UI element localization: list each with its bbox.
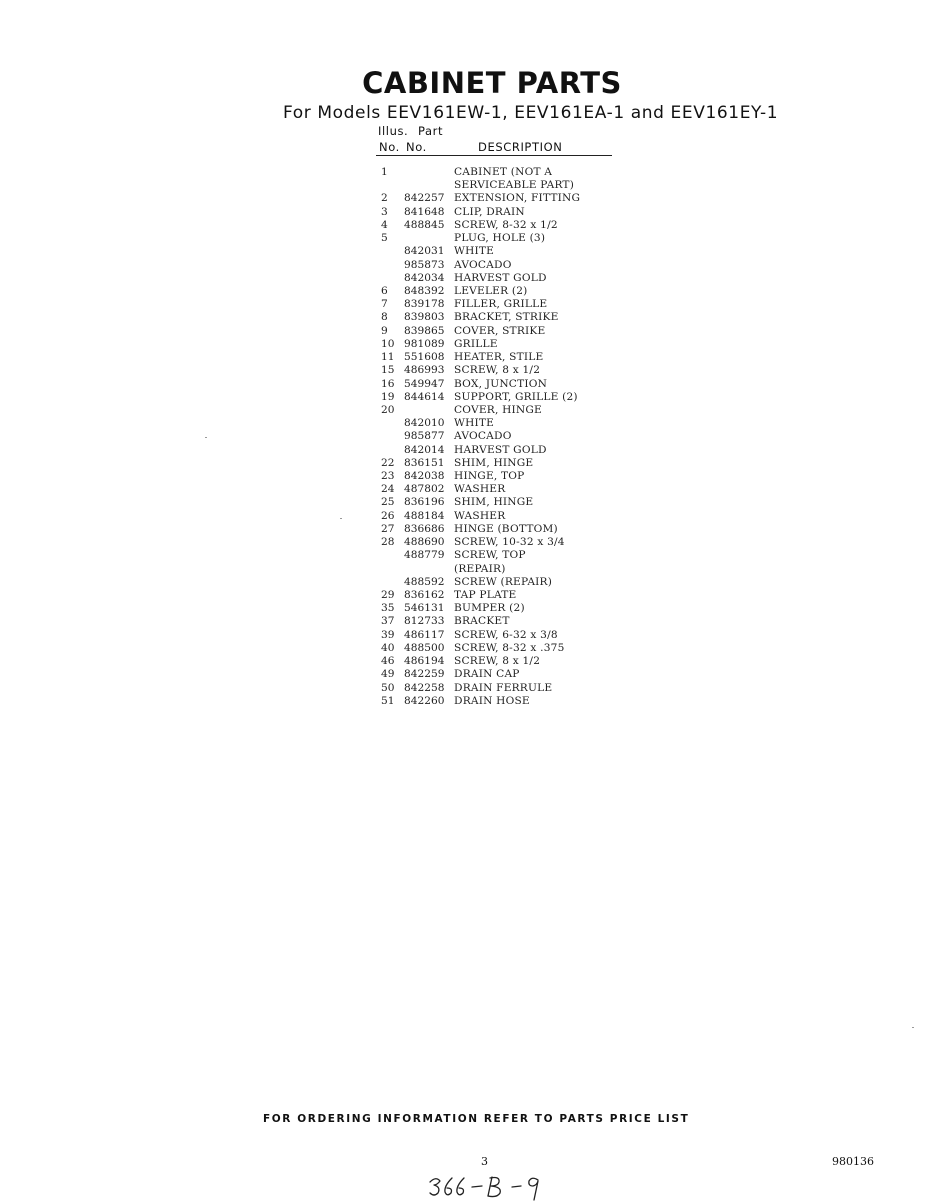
part-description: BOX, JUNCTION (454, 377, 548, 390)
part-description: GRILLE (454, 337, 498, 350)
part-no: 486194 (404, 655, 445, 668)
part-description: DRAIN HOSE (454, 694, 530, 707)
parts-row (0, 536, 944, 549)
parts-row (0, 206, 944, 219)
part-description: HINGE, TOP (454, 470, 525, 483)
header-rule (376, 155, 612, 156)
illus-no: 8 (381, 311, 388, 324)
parts-row (0, 496, 944, 509)
parts-row (0, 232, 944, 245)
part-no: 842014 (404, 443, 445, 456)
part-no: 488592 (404, 575, 445, 588)
part-no: 842038 (404, 470, 445, 483)
part-description: SCREW, 10-32 x 3/4 (454, 536, 565, 549)
part-no: 551608 (404, 351, 445, 364)
part-description: SCREW, 8-32 x .375 (454, 641, 565, 654)
part-no: 486117 (404, 628, 445, 641)
part-description: FILLER, GRILLE (454, 298, 548, 311)
illus-no: 39 (381, 628, 395, 641)
part-description: COVER, STRIKE (454, 324, 546, 337)
illus-no: 10 (381, 337, 395, 350)
part-description: SCREW, 6-32 x 3/8 (454, 628, 558, 641)
illus-no: 5 (381, 232, 388, 245)
parts-row (0, 351, 944, 364)
part-description: BRACKET (454, 615, 510, 628)
illus-no: 50 (381, 681, 395, 694)
part-no: 839178 (404, 298, 445, 311)
handwritten-note (428, 1172, 548, 1202)
part-description: PLUG, HOLE (3) (454, 232, 546, 245)
illus-no: 29 (381, 589, 395, 601)
part-no: 842034 (404, 271, 445, 284)
parts-row (0, 391, 944, 404)
illus-no: 25 (381, 496, 395, 509)
illus-no: 3 (381, 205, 388, 218)
parts-row (0, 417, 944, 430)
parts-row (0, 364, 944, 377)
parts-row (0, 523, 944, 536)
part-description: BUMPER (2) (454, 602, 525, 615)
parts-row (0, 682, 944, 695)
illus-no: 24 (381, 483, 395, 496)
parts-row (0, 695, 944, 708)
page-number: 3 (481, 1155, 488, 1168)
no-label-illus: No. (379, 140, 400, 154)
illus-no: 9 (381, 324, 388, 337)
parts-row (0, 576, 944, 589)
page-subtitle: For Models EEV161EW-1, EEV161EA-1 and EEV161EY-1 (283, 103, 779, 123)
part-no: 836162 (404, 589, 445, 601)
part-no: 844614 (404, 390, 445, 403)
part-description: WASHER (454, 483, 506, 496)
part-description: DRAIN CAP (454, 668, 520, 681)
part-description: AVOCADO (454, 430, 512, 443)
part-description: SERVICEABLE PART) (454, 179, 575, 192)
part-no: 842260 (404, 694, 445, 707)
illus-no: 35 (381, 602, 395, 615)
parts-list (0, 166, 944, 708)
part-description: WHITE (454, 245, 495, 258)
illus-no: 2 (381, 192, 388, 205)
parts-row (0, 166, 944, 179)
parts-row (0, 563, 944, 576)
part-no: 848392 (404, 284, 445, 297)
parts-row (0, 272, 944, 285)
part-no: 488779 (404, 549, 445, 562)
parts-row (0, 259, 944, 272)
part-no: 488845 (404, 218, 445, 231)
part-no: 839865 (404, 324, 445, 337)
part-description: CABINET (NOT A (454, 166, 553, 178)
parts-row (0, 470, 944, 483)
part-description: WHITE (454, 417, 495, 430)
part-description: SCREW, 8-32 x 1/2 (454, 218, 558, 231)
part-description: SHIM, HINGE (454, 456, 534, 469)
part-description: SCREW (REPAIR) (454, 575, 553, 588)
part-label: Part (418, 124, 444, 138)
part-description: AVOCADO (454, 258, 512, 271)
part-no: 842257 (404, 192, 445, 205)
parts-row (0, 668, 944, 681)
part-no: 985873 (404, 258, 445, 271)
part-description: SHIM, HINGE (454, 496, 534, 509)
part-description: LEVELER (2) (454, 284, 528, 297)
parts-row (0, 298, 944, 311)
part-description: CLIP, DRAIN (454, 205, 525, 218)
scan-speck (912, 1027, 914, 1028)
parts-row (0, 179, 944, 192)
scan-speck (340, 518, 342, 519)
part-no: 985877 (404, 430, 445, 443)
document-code: 980136 (832, 1155, 874, 1168)
parts-row (0, 510, 944, 523)
illus-no: 19 (381, 390, 395, 403)
illus-no: 11 (381, 351, 395, 364)
description-label: DESCRIPTION (478, 140, 563, 154)
part-no: 836151 (404, 456, 445, 469)
part-description: TAP PLATE (454, 589, 517, 601)
illus-no: 1 (381, 166, 388, 178)
part-description: HEATER, STILE (454, 351, 544, 364)
illus-no: 15 (381, 364, 395, 377)
illus-no: 4 (381, 218, 388, 231)
illus-no: 23 (381, 470, 395, 483)
page-title: CABINET PARTS (362, 66, 622, 100)
parts-row (0, 192, 944, 205)
part-no: 841648 (404, 205, 445, 218)
part-description: BRACKET, STRIKE (454, 311, 559, 324)
part-description: SUPPORT, GRILLE (2) (454, 390, 578, 403)
part-description: EXTENSION, FITTING (454, 192, 581, 205)
parts-row (0, 338, 944, 351)
part-description: HARVEST GOLD (454, 443, 547, 456)
parts-row (0, 245, 944, 258)
illus-no: 26 (381, 509, 395, 522)
part-description: HARVEST GOLD (454, 271, 547, 284)
illus-no: 16 (381, 377, 395, 390)
parts-row (0, 325, 944, 338)
parts-row (0, 430, 944, 443)
scan-speck (205, 437, 207, 438)
part-no: 842259 (404, 668, 445, 681)
illus-label: Illus. (378, 124, 409, 138)
part-no: 488690 (404, 536, 445, 549)
part-description: WASHER (454, 509, 506, 522)
parts-row (0, 285, 944, 298)
illus-no: 7 (381, 298, 388, 311)
part-no: 488184 (404, 509, 445, 522)
part-description: DRAIN FERRULE (454, 681, 553, 694)
no-label-part: No. (406, 140, 427, 154)
part-no: 842031 (404, 245, 445, 258)
part-no: 842010 (404, 417, 445, 430)
part-no: 836686 (404, 522, 445, 535)
illus-no: 20 (381, 403, 395, 416)
part-no: 836196 (404, 496, 445, 509)
parts-row (0, 629, 944, 642)
part-description: (REPAIR) (454, 562, 506, 575)
illus-no: 6 (381, 284, 388, 297)
ordering-info-note: FOR ORDERING INFORMATION REFER TO PARTS PRICE LIST (263, 1113, 690, 1125)
part-no: 546131 (404, 602, 445, 615)
illus-no: 51 (381, 694, 395, 707)
parts-row (0, 589, 944, 602)
part-no: 488500 (404, 641, 445, 654)
part-description: SCREW, 8 x 1/2 (454, 364, 541, 377)
part-description: SCREW, TOP (454, 549, 526, 562)
part-no: 839803 (404, 311, 445, 324)
parts-row (0, 655, 944, 668)
parts-row (0, 602, 944, 615)
parts-row (0, 642, 944, 655)
parts-row (0, 404, 944, 417)
part-no: 812733 (404, 615, 445, 628)
illus-no: 28 (381, 536, 395, 549)
parts-row (0, 378, 944, 391)
part-no: 981089 (404, 337, 445, 350)
part-description: SCREW, 8 x 1/2 (454, 655, 541, 668)
part-no: 842258 (404, 681, 445, 694)
illus-no: 22 (381, 456, 395, 469)
part-no: 487802 (404, 483, 445, 496)
parts-row (0, 615, 944, 628)
illus-no: 49 (381, 668, 395, 681)
parts-row (0, 444, 944, 457)
parts-row (0, 219, 944, 232)
illus-no: 46 (381, 655, 395, 668)
part-no: 486993 (404, 364, 445, 377)
parts-row (0, 311, 944, 324)
parts-row (0, 483, 944, 496)
part-description: COVER, HINGE (454, 403, 542, 416)
parts-row (0, 457, 944, 470)
illus-no: 37 (381, 615, 395, 628)
part-no: 549947 (404, 377, 445, 390)
part-description: HINGE (BOTTOM) (454, 522, 558, 535)
illus-no: 27 (381, 522, 395, 535)
parts-row (0, 549, 944, 562)
illus-no: 40 (381, 641, 395, 654)
